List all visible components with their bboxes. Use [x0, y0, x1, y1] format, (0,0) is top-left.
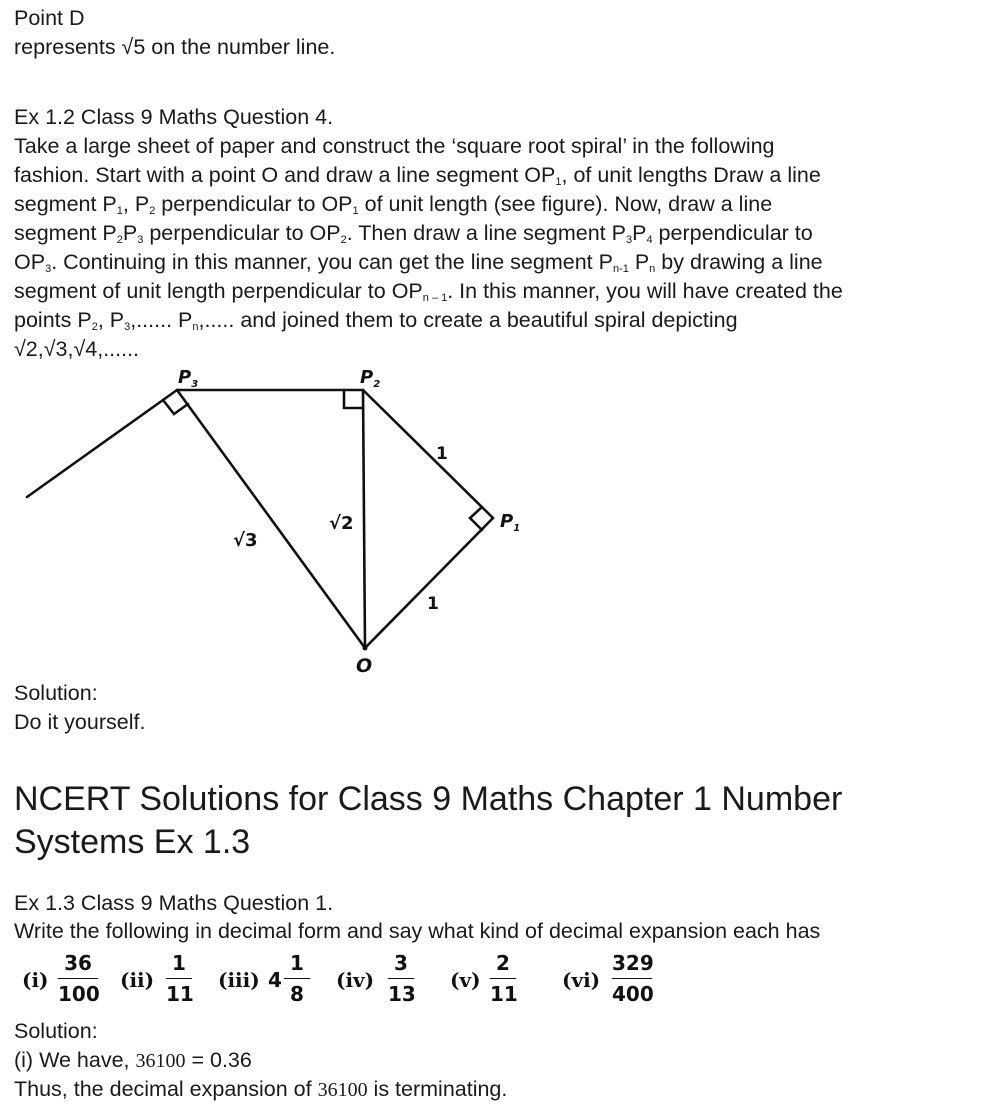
fraction-bar [166, 978, 192, 979]
fraction-whole-part: 4 [268, 968, 282, 992]
point-o-dot [363, 646, 368, 651]
subscript: 3 [45, 263, 52, 275]
fraction [490, 950, 516, 1007]
fraction-numerator: 1 [172, 951, 186, 975]
q4-solution-text: Do it yourself. [14, 710, 146, 734]
text-run: . In this manner, you will have created the [447, 279, 843, 303]
q4-body-line [14, 190, 984, 219]
q1-title: Ex 1.3 Class 9 Maths Question 1. [14, 891, 334, 915]
text-run: . Then draw a line segment P [346, 221, 626, 245]
segment-p2-p1 [363, 390, 493, 518]
section-heading: NCERT Solutions for Class 9 Maths Chapter 1 Number [14, 780, 843, 818]
fraction-roman-numeral: (iv) [336, 968, 375, 992]
fraction-numerator: 1 [290, 951, 304, 975]
subscript: 3 [137, 234, 144, 246]
fraction-roman-numeral: (v) [450, 968, 481, 992]
fraction-denominator: 13 [388, 982, 416, 1006]
text-run: OP [14, 250, 46, 274]
fraction-bar [284, 978, 310, 979]
sol2-fraction-inline: 36100 [317, 1079, 368, 1101]
sol1-text-c: = 0.36 [185, 1048, 252, 1072]
text-run: by drawing a line [655, 250, 823, 274]
subscript: 2 [116, 234, 123, 246]
text-run: P [122, 221, 138, 245]
fraction-denominator: 11 [490, 982, 518, 1006]
text-run: P [628, 250, 650, 274]
fraction [166, 950, 192, 1007]
fraction [284, 950, 310, 1007]
q4-body [14, 132, 984, 364]
intro-point-d: Point D [14, 6, 85, 30]
q4-solution-label: Solution: [14, 681, 98, 705]
fraction-bar [490, 978, 516, 979]
q1-solution-line1 [14, 1046, 252, 1076]
subscript: n – 1 [422, 292, 448, 304]
q4-body-line [14, 248, 984, 277]
text-run: , P [97, 308, 125, 332]
text-run: ,..... and joined them to create a beautiful spiral depicting [198, 308, 738, 332]
text-run: perpendicular to OP [143, 221, 341, 245]
fraction-roman-numeral: (ii) [120, 968, 155, 992]
fraction [388, 950, 414, 1007]
label-p1: $P_1$ [500, 511, 521, 534]
subscript: 1 [352, 205, 359, 217]
fraction-denominator: 8 [290, 982, 304, 1006]
text-run: perpendicular to OP [155, 192, 353, 216]
q4-body-line [14, 132, 984, 161]
text-run: segment P [14, 192, 117, 216]
q4-body-line [14, 277, 984, 306]
q1-prompt: Write the following in decimal form and say what kind of decimal expansion each has [14, 919, 821, 943]
label-seg-op2: √2 [329, 513, 354, 534]
fraction-bar [388, 978, 414, 979]
text-run: P [632, 221, 647, 245]
fraction-bar [58, 978, 98, 979]
fraction-numerator: 329 [612, 951, 654, 975]
segment-extension [27, 390, 177, 497]
fraction-bar [612, 978, 652, 979]
fraction-denominator: 400 [612, 982, 654, 1006]
segment-o-p2 [363, 390, 365, 648]
intro-represents-root5: represents √5 on the number line. [14, 35, 336, 59]
text-run: , of unit lengths Draw a line [561, 163, 821, 187]
subscript: 4 [646, 234, 653, 246]
label-seg-p2p1: 1 [436, 444, 448, 464]
square-root-spiral-figure [0, 355, 560, 685]
label-p2: $P_2$ [360, 367, 381, 390]
q1-solution-line2 [14, 1075, 507, 1105]
text-run: of unit length (see figure). Now, draw a line [358, 192, 773, 216]
q4-body-line [14, 161, 984, 190]
text-run: Take a large sheet of paper and construct the ‘square root spiral’ in the following [14, 134, 775, 158]
subscript: 1 [555, 176, 562, 188]
fraction [612, 950, 652, 1007]
subscript: n [649, 263, 656, 275]
fraction-roman-numeral: (iii) [218, 968, 260, 992]
subscript: 1 [116, 205, 123, 217]
right-angle-mark-p2 [344, 390, 363, 408]
label-o: O [356, 655, 373, 677]
label-seg-op3: √3 [233, 530, 258, 551]
text-run: . Continuing in this manner, you can get the line segment P [51, 250, 613, 274]
text-run: √2,√3,√4,...... [14, 337, 140, 361]
subscript: n [192, 321, 199, 333]
sol1-fraction-inline: 36100 [135, 1050, 186, 1072]
label-seg-op1: 1 [427, 594, 439, 614]
sol2-text-a: Thus, the decimal expansion of [14, 1077, 318, 1101]
fraction-denominator: 100 [58, 982, 100, 1006]
sol1-text-a: (i) We have, [14, 1048, 136, 1072]
text-run: ,...... P [130, 308, 193, 332]
subscript: 2 [340, 234, 347, 246]
subscript: 2 [91, 321, 98, 333]
text-run: points P [14, 308, 92, 332]
text-run: , P [122, 192, 150, 216]
text-run: fashion. Start with a point O and draw a line segment OP [14, 163, 556, 187]
sol2-text-c: is terminating. [367, 1077, 508, 1101]
text-run: segment of unit length perpendicular to OP [14, 279, 423, 303]
text-run: segment P [14, 221, 117, 245]
q1-solution-label: Solution: [14, 1019, 98, 1043]
subscript: 3 [124, 321, 131, 333]
fraction-denominator: 11 [166, 982, 194, 1006]
section-heading-cont: Systems Ex 1.3 [14, 823, 251, 861]
label-p3: $P_3$ [178, 367, 199, 390]
fraction-numerator: 36 [64, 951, 92, 975]
segment-p1-o [365, 518, 493, 648]
q4-body-line [14, 306, 984, 335]
subscript: 2 [149, 205, 156, 217]
q4-body-line [14, 219, 984, 248]
fraction-roman-numeral: (vi) [562, 968, 601, 992]
fraction-numerator: 2 [496, 951, 510, 975]
subscript: 3 [625, 234, 633, 246]
fraction-numerator: 3 [394, 951, 408, 975]
text-run: perpendicular to [652, 221, 813, 245]
fraction-roman-numeral: (i) [22, 968, 49, 992]
subscript: n-1 [612, 263, 629, 275]
fraction [58, 950, 98, 1007]
right-angle-mark-p1 [470, 507, 482, 530]
q4-title: Ex 1.2 Class 9 Maths Question 4. [14, 105, 334, 129]
